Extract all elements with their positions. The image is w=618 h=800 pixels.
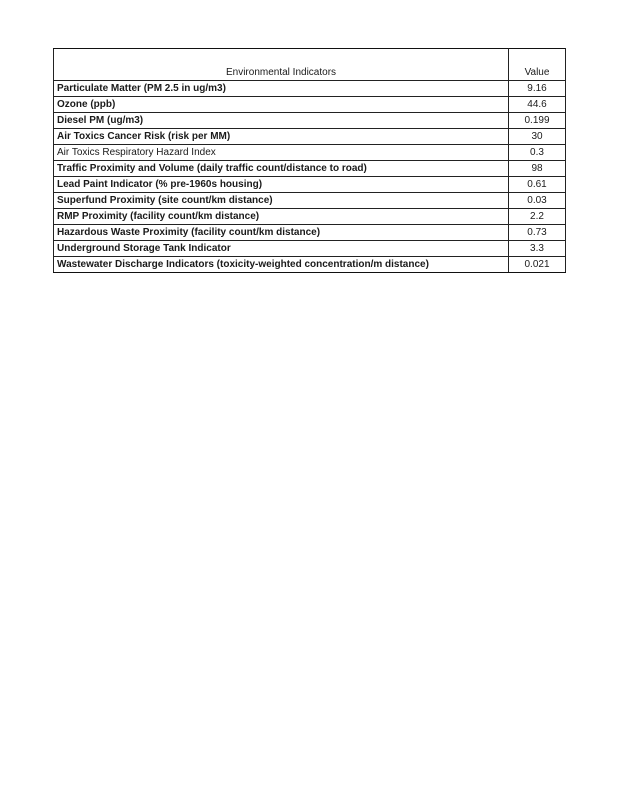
table-row bbox=[54, 97, 566, 113]
indicator-value-rmp-proximity: 2.2 bbox=[509, 209, 566, 225]
table-row bbox=[54, 145, 566, 161]
indicator-value-respiratory-hazard: 0.3 bbox=[509, 145, 566, 161]
table-row bbox=[54, 81, 566, 97]
indicator-value-ozone: 44.6 bbox=[509, 97, 566, 113]
indicator-name-cancer-risk: Air Toxics Cancer Risk (risk per MM) bbox=[54, 129, 509, 145]
indicator-value-pm25: 9.16 bbox=[509, 81, 566, 97]
indicator-name-traffic-proximity: Traffic Proximity and Volume (daily traffic count/distance to road) bbox=[54, 161, 509, 177]
indicator-value-underground-storage-tank: 3.3 bbox=[509, 241, 566, 257]
table-row bbox=[54, 129, 566, 145]
indicator-name-respiratory-hazard: Air Toxics Respiratory Hazard Index bbox=[54, 145, 509, 161]
indicator-name-pm25: Particulate Matter (PM 2.5 in ug/m3) bbox=[54, 81, 509, 97]
table-row bbox=[54, 241, 566, 257]
indicator-name-rmp-proximity: RMP Proximity (facility count/km distance) bbox=[54, 209, 509, 225]
indicator-value-wastewater-discharge: 0.021 bbox=[509, 257, 566, 273]
table-row bbox=[54, 113, 566, 129]
table-row bbox=[54, 257, 566, 273]
column-header-value: Value bbox=[509, 49, 566, 81]
table-row bbox=[54, 177, 566, 193]
indicator-name-diesel-pm: Diesel PM (ug/m3) bbox=[54, 113, 509, 129]
environmental-indicators-table bbox=[53, 48, 566, 273]
indicator-value-superfund-proximity: 0.03 bbox=[509, 193, 566, 209]
indicator-value-diesel-pm: 0.199 bbox=[509, 113, 566, 129]
indicator-name-wastewater-discharge: Wastewater Discharge Indicators (toxicity-weighted concentration/m distance) bbox=[54, 257, 509, 273]
indicator-name-underground-storage-tank: Underground Storage Tank Indicator bbox=[54, 241, 509, 257]
environmental-indicators-table-container bbox=[53, 48, 565, 273]
indicator-value-cancer-risk: 30 bbox=[509, 129, 566, 145]
indicator-value-traffic-proximity: 98 bbox=[509, 161, 566, 177]
indicator-value-lead-paint: 0.61 bbox=[509, 177, 566, 193]
column-header-indicator: Environmental Indicators bbox=[54, 49, 509, 81]
indicator-value-hazardous-waste-proximity: 0.73 bbox=[509, 225, 566, 241]
indicator-name-superfund-proximity: Superfund Proximity (site count/km distance) bbox=[54, 193, 509, 209]
indicator-name-ozone: Ozone (ppb) bbox=[54, 97, 509, 113]
indicator-name-lead-paint: Lead Paint Indicator (% pre-1960s housing) bbox=[54, 177, 509, 193]
table-row bbox=[54, 225, 566, 241]
table-header-row bbox=[54, 49, 566, 81]
table-row bbox=[54, 209, 566, 225]
table-row bbox=[54, 193, 566, 209]
indicator-name-hazardous-waste-proximity: Hazardous Waste Proximity (facility count/km distance) bbox=[54, 225, 509, 241]
table-row bbox=[54, 161, 566, 177]
